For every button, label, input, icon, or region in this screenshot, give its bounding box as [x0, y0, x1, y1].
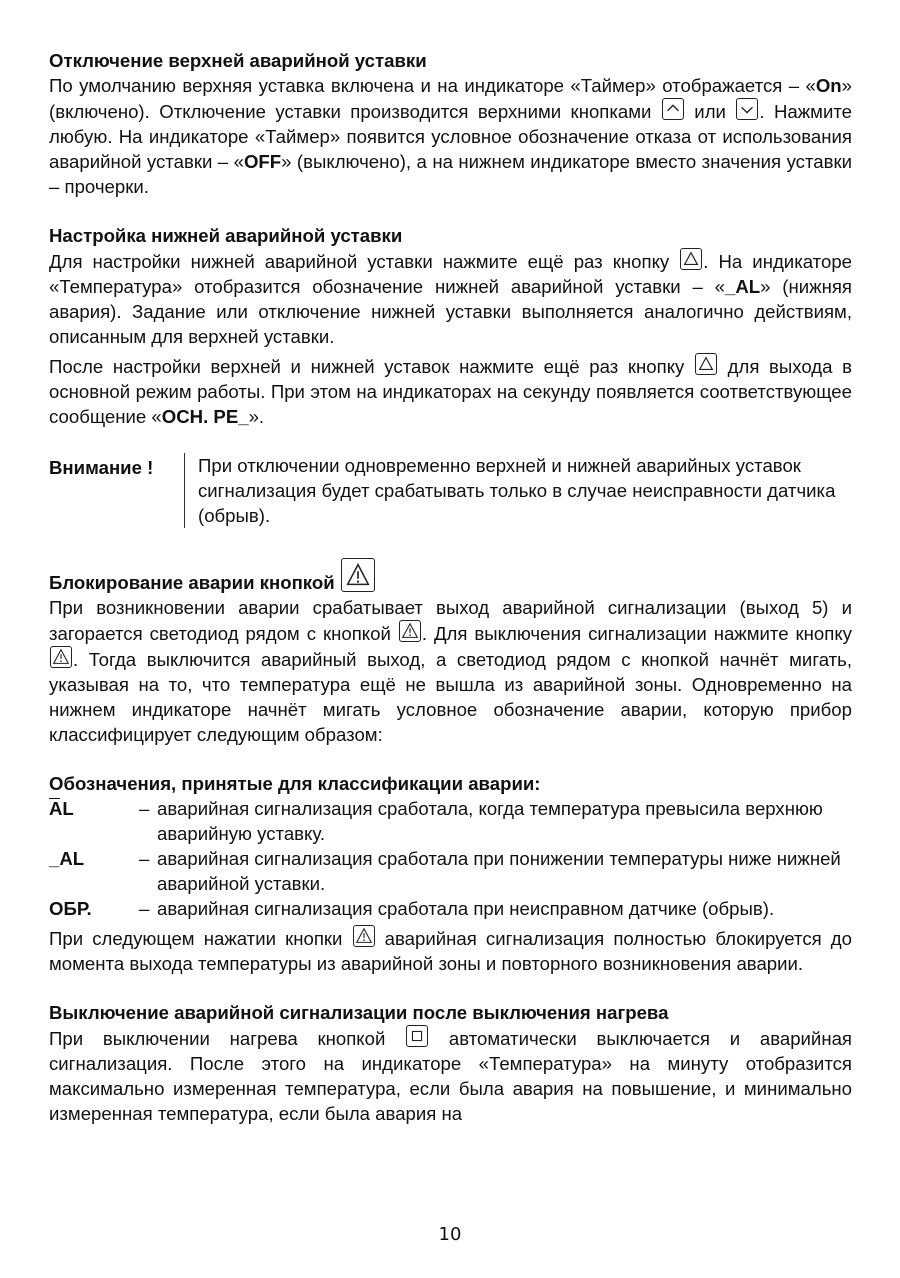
list-item: _AL – аварийная сигнализация сработала при понижении температуры ниже нижней аварийной уставки. — [49, 846, 852, 896]
warning-triangle-icon — [353, 925, 375, 947]
section-title-upper-off: Отключение верхней аварийной уставки — [49, 50, 427, 71]
paragraph-upper-off: По умолчанию верхняя уставка включена и на индикаторе «Таймер» отображается – «On» (включено). Отключение уставки производится верхними кнопками или . Нажмите любую. На индикаторе «Таймер» появится условное обозначение отказа от использования аварийной уставки – «OFF» (выключено), а на нижнем индикаторе вместо значения уставки – прочерки. — [49, 75, 853, 197]
legend-code-break: ОБР. — [49, 898, 92, 919]
attention-label: Внимание ! — [49, 457, 154, 478]
warning-triangle-icon — [50, 646, 72, 668]
legend-desc: аварийная сигнализация сработала при понижении температуры ниже нижней аварийной уставки. — [157, 848, 841, 894]
section-title-block: Блокирование аварии кнопкой — [49, 558, 852, 595]
legend-desc: аварийная сигнализация сработала, когда температура превысила верхнюю аварийную уставку. — [157, 798, 823, 844]
attention-note — [49, 453, 852, 528]
page-number: 10 — [438, 1224, 462, 1245]
paragraph-block: При возникновении аварии срабатывает выход аварийной сигнализации (выход 5) и загорается светодиод рядом с кнопкой . Для выключения сигнализации нажмите кнопку . Тогда выключится аварийный выход, а светодиод рядом с кнопкой начнёт мигать, указывая на то, что температура ещё не вышла из аварийной зоны. Одновременно на нижнем индикаторе начнёт мигать условное обозначение аварии, которую прибор классифицирует следующим образом: — [49, 597, 852, 745]
chevron-down-icon — [736, 98, 758, 120]
legend-code-upper: AL — [49, 798, 74, 819]
list-item: ОБР. – аварийная сигнализация сработала при неисправном датчике (обрыв). — [49, 896, 852, 921]
square-icon — [406, 1025, 428, 1047]
paragraph-heat-off: При выключении нагрева кнопкой автоматически выключается и аварийная сигнализация. После этого на индикаторе «Температура» на минуту отобразится максимально измеренная температура, если была авария на повышение, и минимально измеренная температура, если была авария на — [49, 1025, 852, 1126]
document-page — [49, 48, 852, 1126]
section-title-heat-off: Выключение аварийной сигнализации после выключения нагрева — [49, 1002, 669, 1023]
paragraph-lower-setup-1: Для настройки нижней аварийной уставки нажмите ещё раз кнопку . На индикаторе «Температура» отобразится обозначение нижней аварийной уставки – «_AL» (нижняя авария). Задание или отключение нижней уставки выполняется аналогично действиям, описанным для верхней уставки. — [49, 248, 852, 349]
paragraph-legend-after: При следующем нажатии кнопки аварийная сигнализация полностью блокируется до момента выхода температуры из аварийной зоны и повторного возникновения аварии. — [49, 925, 852, 976]
warning-triangle-icon — [399, 620, 421, 642]
warning-triangle-icon — [695, 353, 717, 375]
section-title-lower-setup: Настройка нижней аварийной уставки — [49, 225, 403, 246]
legend-code-lower: _AL — [49, 848, 85, 869]
paragraph-lower-setup-2: После настройки верхней и нижней уставок нажмите ещё раз кнопку для выхода в основной режим работы. При этом на индикаторах на секунду появляется соответствующее сообщение «OCH. PE_». — [49, 353, 852, 429]
warning-triangle-icon — [341, 558, 375, 592]
list-item: AL – аварийная сигнализация сработала, когда температура превысила верхнюю аварийную уставку. — [49, 796, 852, 846]
legend-list — [49, 796, 852, 921]
attention-text: При отключении одновременно верхней и нижней аварийных уставок сигнализация будет срабатывать только в случае неисправности датчика (обрыв). — [184, 453, 838, 528]
chevron-up-icon — [662, 98, 684, 120]
section-title-legend: Обозначения, принятые для классификации аварии: — [49, 773, 541, 794]
warning-triangle-icon — [680, 248, 702, 270]
legend-desc: аварийная сигнализация сработала при неисправном датчике (обрыв). — [157, 898, 775, 919]
